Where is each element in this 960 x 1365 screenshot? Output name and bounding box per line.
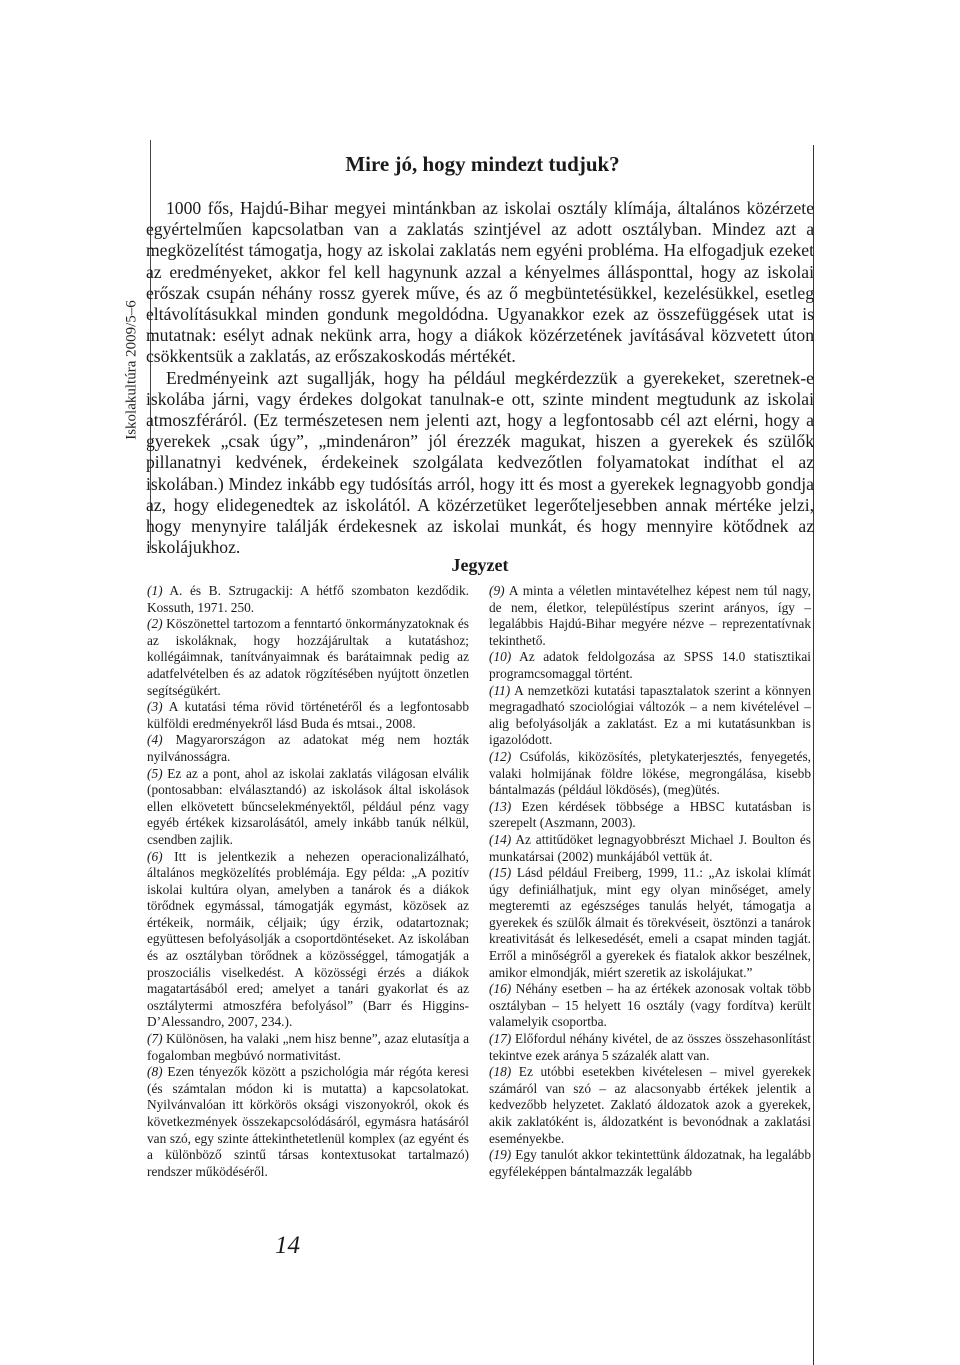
footnote: (15) Lásd például Freiberg, 1999, 11.: „Az iskolai klímát úgy definiálhatjuk, mint egy olyan minőséget, amely megteremti az egészséges tanulás helyét, támogatja a gyerekek és szülők álmait és törekvéseit, ösztönzi a tanárok kreativitását és lelkesedését, emeli a csapat minden tagját. Erről a minőségről a gyerekek és fiatalok akkor beszélnek, amikor elmondják, miért szeretik az iskolájukat.” [489,865,811,980]
footnote: (6) Itt is jelentkezik a nehezen operacionalizálható, általános megközelítés problémája. Egy példa: „A pozitív iskolai kultúra olyan, amelyben a tanárok és a diákok törődnek egymással, támogatják egymást, közösek az értékeik, normáik, céljaik; úgy érzik, odatartoznak; együttesen befolyásolják a csoportdöntéseket. Az iskolában és az osztályban törődnek a közösséggel, támogatják a proszociális viselkedést. A közösségi érzés a diákok magatartásából ered; amelyet a tanári gyakorlat és az osztálytermi atmoszféra befolyásol” (Barr és Higgins-D’Alessandro, 2007, 234.). [147,848,469,1030]
footnote: (8) Ezen tényezők között a pszichológia már régóta keresi (és számtalan módon ki is mutatta) a kapcsolatokat. Nyilvánvalóan itt körkörös oksági viszonyokról, okok és következmények összekapcsolódásáról, egymásra hatásáról van szó, egy szinte áttekinthetetlenül komplex (az egyént és a különböző szintű társas kontextusokat tartalmazó) rendszer működéséről. [147,1064,469,1179]
article-body [146,198,814,558]
footnote: (16) Néhány esetben – ha az értékek azonosak voltak több osztályban – 15 helyett 16 osztály (vagy fordítva) került valamelyik csoportba. [489,981,811,1030]
footnote: (4) Magyarországon az adatokat még nem hozták nyilvánosságra. [147,732,469,764]
notes-column-left [147,583,469,1180]
footnote: (5) Ez az a pont, ahol az iskolai zaklatás világosan elválik (pontosabban: elválasztandó) az iskolások által iskolások ellen elkövetett bűncselekményektől, például pénz vagy egyéb értékek kizsarolásától, amely inkább tanúk nélkül, csendben zajlik. [147,765,469,847]
paragraph: 1000 fős, Hajdú-Bihar megyei mintánkban az iskolai osztály klímája, általános közérzete egyértelműen kapcsolatban van a zaklatás szintjével az adott osztályban. Mindez azt a megközelítést támogatja, hogy az iskolai zaklatás nem egyéni probléma. Ha elfogadjuk ezeket az eredményeket, akkor fel kell hagynunk azzal a kényelmes állásponttal, hogy az iskolai erőszak csupán néhány rossz gyerek műve, és az ő megbüntetésükkel, kezelésükkel, esetleg eltávolításukkal minden gondunk megoldódna. Ugyanakkor ezek az összefüggések utat is mutatnak: esélyt adnak nekünk arra, hogy a diákok közérzetének javításával közvetett úton csökkentsük a zaklatás, az erőszakoskodás mértékét. [146,198,814,367]
footnote: (14) Az attitűdöket legnagyobbrészt Michael J. Boulton és munkatársai (2002) munkájából vettük át. [489,831,811,864]
footnote: (10) Az adatok feldolgozása az SPSS 14.0 statisztikai programcsomaggal történt. [489,649,811,681]
notes-heading: Jegyzet [451,555,509,575]
journal-label-text: Iskolakultúra 2009/5–6 [123,300,140,440]
footnote: (19) Egy tanulót akkor tekintettünk áldozatnak, ha legalább egyféleképpen bántalmazzák legalább [489,1147,811,1179]
page-number: 14 [275,1232,300,1259]
footnote: (9) A minta a véletlen mintavételhez képest nem túl nagy, de nem, életkor, településtípus szerint arányos, így – legalábbis Hajdú-Bihar megyére nézve – reprezentatívnak tekinthető. [489,583,811,648]
footnote: (17) Előfordul néhány kivétel, de az összes összehasonlítást tekintve ezek aránya 5 százalék alatt van. [489,1031,811,1063]
footnote: (3) A kutatási téma rövid történetéről és a legfontosabb külföldi eredményekről lásd Buda és mtsai., 2008. [147,699,469,731]
footnote: (13) Ezen kérdések többsége a HBSC kutatásban is szerepelt (Aszmann, 2003). [489,798,811,831]
footnote: (12) Csúfolás, kiközösítés, pletykaterjesztés, fenyegetés, valaki holmijának földre lökése, megrongálása, kisebb bántalmazás (például lökdösés), (meg)ütés. [489,748,811,798]
footnote: (2) Köszönettel tartozom a fenntartó önkormányzatoknak és az iskoláknak, hogy hozzájárultak a kutatáshoz; kollégáimnak, tanítványaimnak és barátaimnak pedig az adatfelvételben és az adatok rögzítésében nyújtott önzetlen segítségükért. [147,616,469,698]
notes-column-right [489,583,811,1180]
article-title: Mire jó, hogy mindezt tudjuk? [345,152,620,176]
journal-side-label [122,140,142,600]
footnote: (18) Ez utóbbi esetekben kivételesen – mivel gyerekek számáról van szó – az alacsonyabb értékek jelentik a kedvezőbb helyzetet. Zaklató áldozatok azok a gyerekek, akik zaklatóként is, áldozatként is bevonódnak a zaklatási eseményekbe. [489,1064,811,1146]
footnote: (1) A. és B. Sztrugackij: A hétfő szombaton kezdődik. Kossuth, 1971. 250. [147,583,469,615]
footnote: (7) Különösen, ha valaki „nem hisz benne”, azaz elutasítja a fogalomban megbúvó normativitást. [147,1031,469,1063]
footnote: (11) A nemzetközi kutatási tapasztalatok szerint a könnyen megragadható szociológiai változók – a nem kivételével – alig befolyásolják a zaklatást. Ez a mi kutatásunkban is igazolódott. [489,682,811,748]
paragraph: Eredményeink azt sugallják, hogy ha például megkérdezzük a gyerekeket, szeretnek-e iskolába járni, vagy érdekes dolgokat tanulnak-e ott, szinte mindent megtudunk az iskolai atmoszféráról. (Ez természetesen nem jelenti azt, hogy a legfontosabb cél azt elérni, hogy a gyerekek „csak úgy”, „mindenáron” jól érezzék magukat, hiszen a gyerekek és szülők pillanatnyi kedvének, érdekeinek szolgálata kedvezőtlen folyamatokat indíthat el az iskolában.) Mindez inkább egy tudósítás arról, hogy itt és most a gyerekek legnagyobb gondja az, hogy elidegenedtek az iskolától. A közérzetüket legerőteljesebben annak mértéke jelzi, hogy menynyire találják érdekesnek az iskolai munkát, és hogy mennyire kötődnek az iskolájukhoz. [146,367,814,558]
